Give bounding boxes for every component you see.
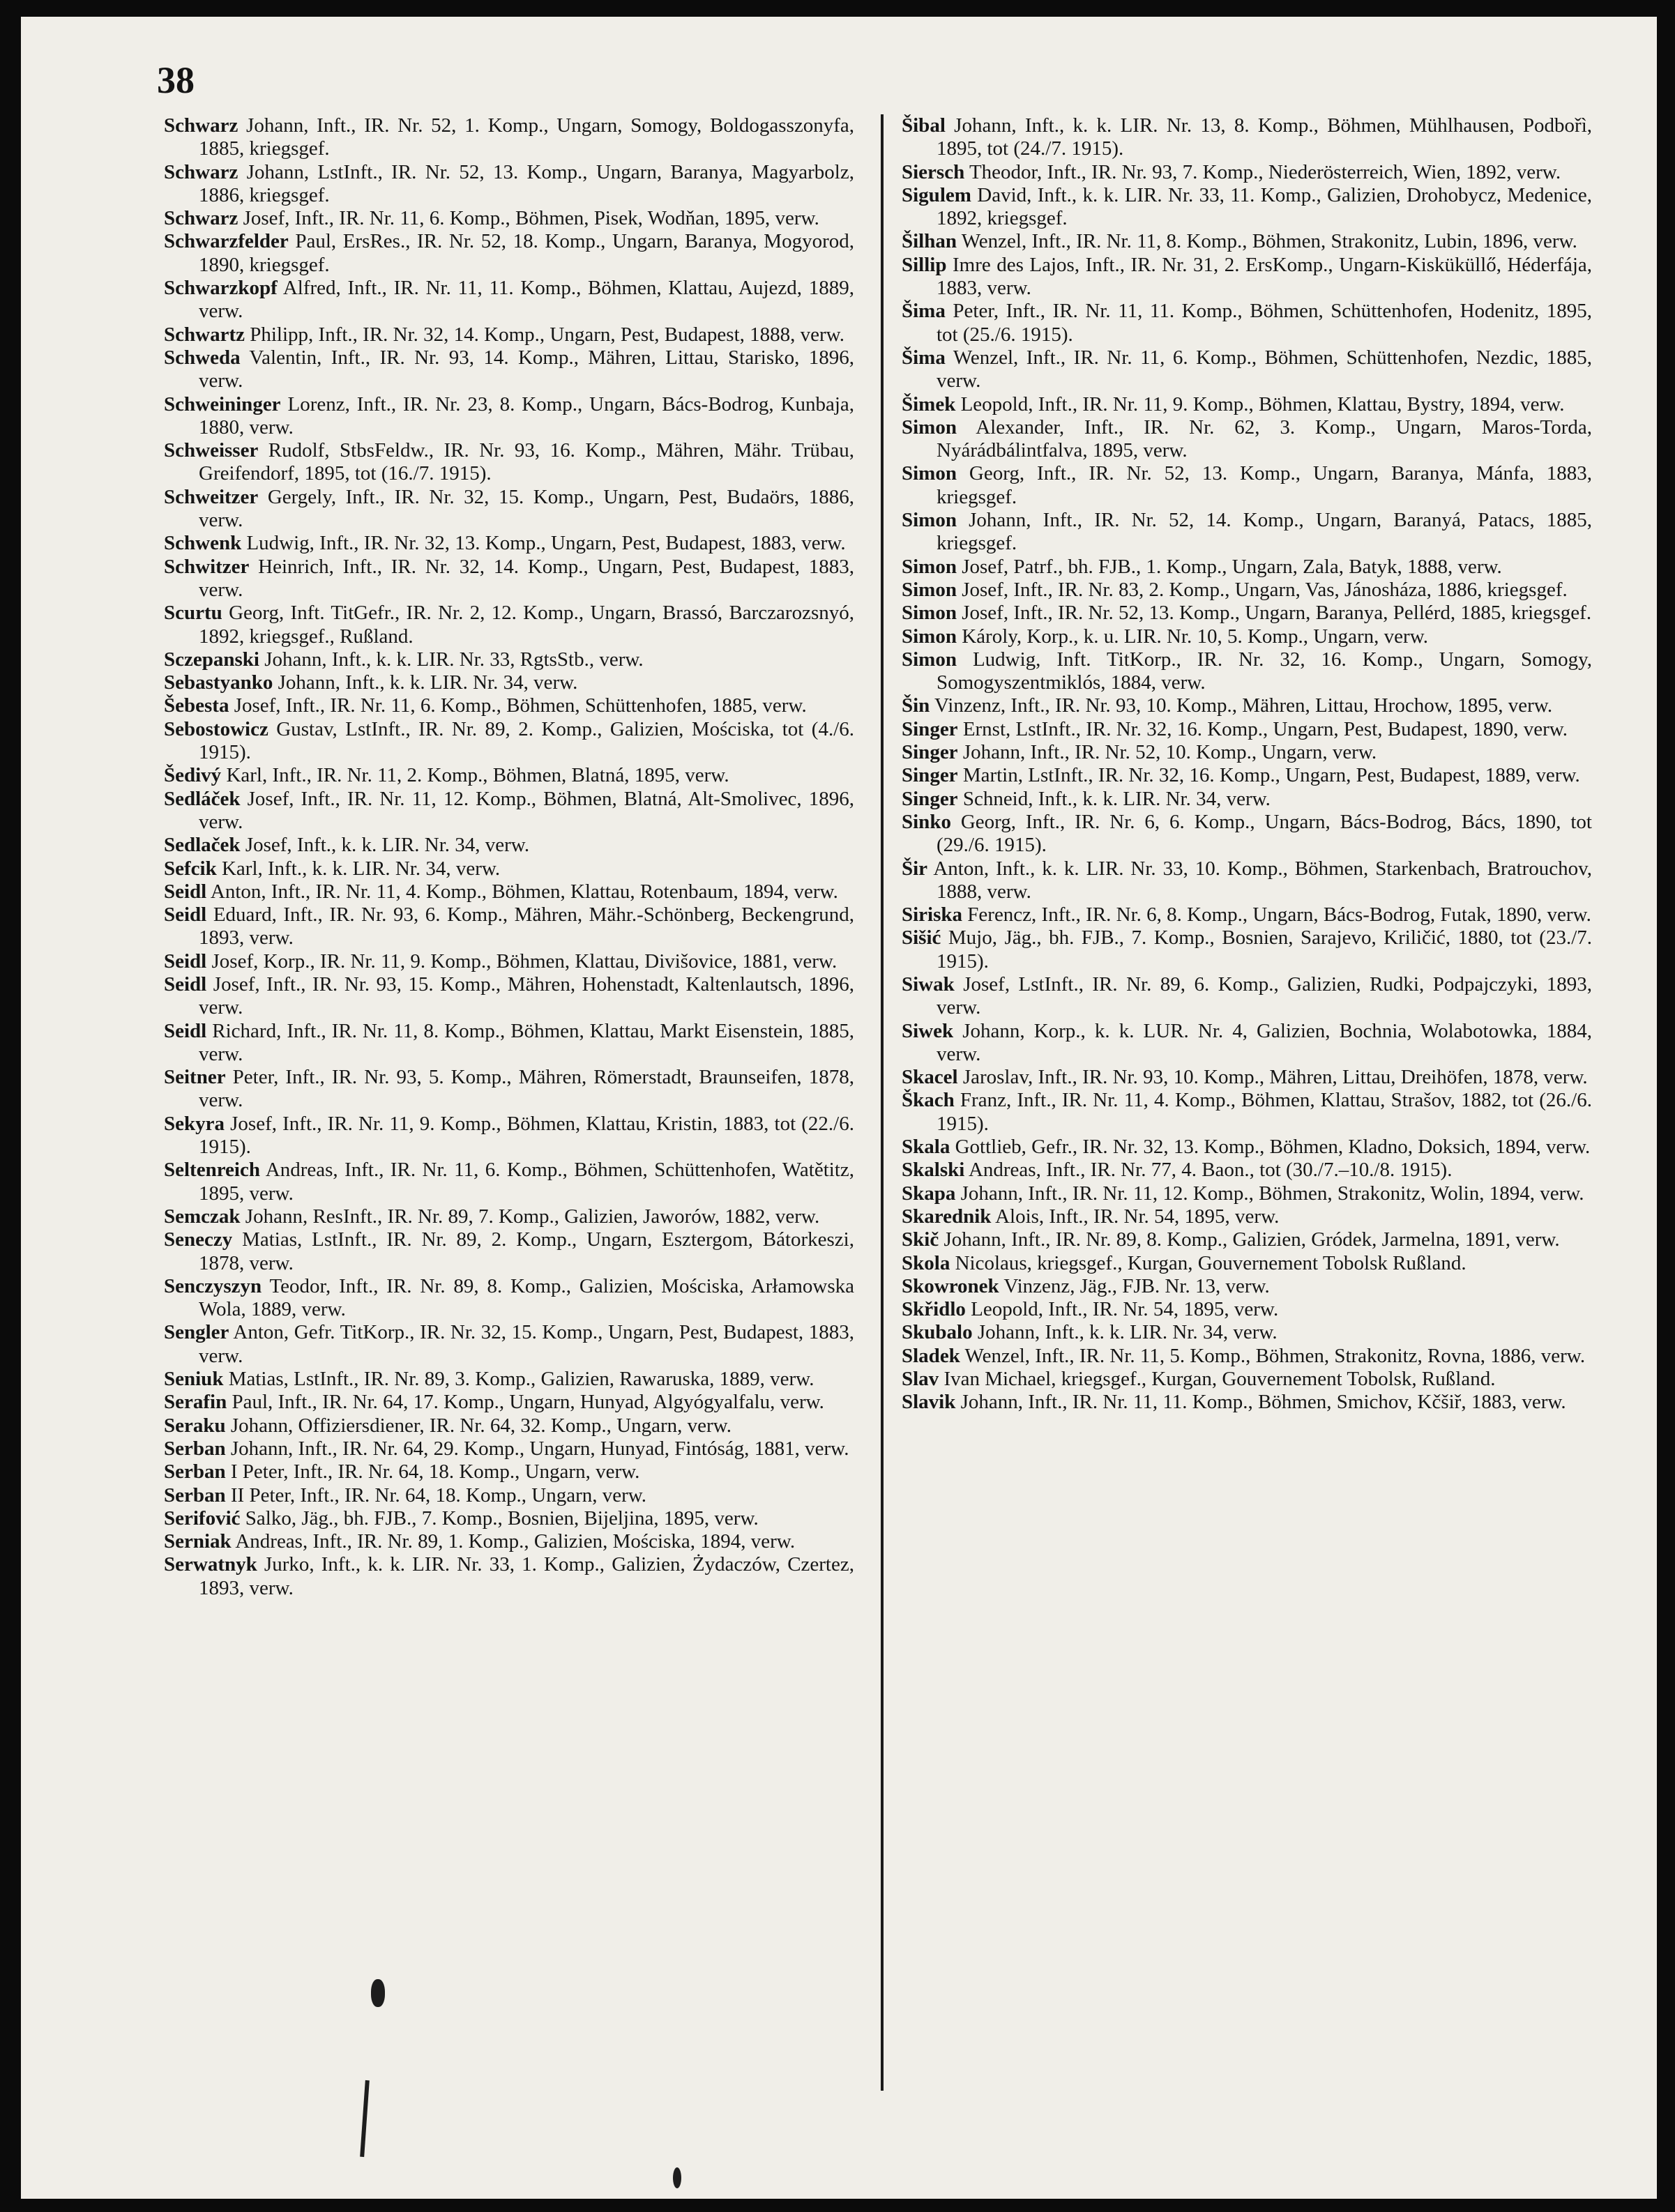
entry-surname: Serafin (164, 1391, 227, 1414)
entry-surname: Serban (164, 1483, 226, 1507)
entry-surname: Schweininger (164, 392, 281, 415)
list-item (902, 1368, 1592, 1391)
list-item (164, 1275, 854, 1322)
list-item (902, 857, 1592, 904)
entry-surname: Simon (902, 555, 957, 578)
page-number: 38 (157, 59, 195, 101)
right-column (902, 114, 1592, 1414)
list-item (164, 764, 854, 787)
entry-details: Josef, Inft., IR. Nr. 11, 6. Komp., Böhmen, Schüttenhofen, 1885, verw. (229, 694, 807, 717)
entry-surname: Sefcik (164, 857, 217, 880)
entry-details: Josef, LstInft., IR. Nr. 89, 6. Komp., Galizien, Rudki, Podpajczyki, 1893, verw. (937, 972, 1592, 1019)
entry-details: Alois, Inft., IR. Nr. 54, 1895, verw. (991, 1205, 1280, 1228)
entry-surname: Seniuk (164, 1368, 224, 1391)
entry-details: Imre des Lajos, Inft., IR. Nr. 31, 2. ErsKomp., Ungarn-Kisküküllő, Héderfája, 1883, verw. (937, 253, 1592, 300)
entry-surname: Skarednik (902, 1205, 992, 1228)
entry-details: Vinzenz, Jäg., FJB. Nr. 13, verw. (999, 1274, 1270, 1297)
entry-details: Franz, Inft., IR. Nr. 11, 4. Komp., Böhmen, Klattau, Strašov, 1882, tot (26./6. 1915). (937, 1089, 1592, 1135)
entry-details: David, Inft., k. k. LIR. Nr. 33, 11. Komp., Galizien, Drohobycz, Medenice, 1892, kriegsgef. (937, 183, 1592, 230)
entry-surname: Slav (902, 1368, 939, 1391)
entry-details: Johann, Inft., IR. Nr. 89, 8. Komp., Galizien, Gródek, Jarmelna, 1891, verw. (939, 1228, 1560, 1251)
list-item (902, 462, 1592, 509)
list-item (902, 1066, 1592, 1089)
entry-details: Paul, ErsRes., IR. Nr. 52, 18. Komp., Ungarn, Baranya, Mogyorod, 1890, kriegsgef. (199, 230, 854, 276)
entry-surname: Šimek (902, 392, 956, 415)
entry-details: Peter, Inft., IR. Nr. 11, 11. Komp., Böhmen, Schüttenhofen, Hodenitz, 1895, tot (25./6. 1915). (937, 300, 1592, 346)
list-item (902, 602, 1592, 625)
entry-surname: Šilhan (902, 230, 957, 253)
left-column (164, 114, 854, 1600)
list-item (164, 1159, 854, 1205)
list-item (902, 1298, 1592, 1321)
entry-details: Theodor, Inft., IR. Nr. 93, 7. Komp., Niederösterreich, Wien, 1892, verw. (964, 160, 1561, 183)
entry-details: Alfred, Inft., IR. Nr. 11, 11. Komp., Böhmen, Klattau, Aujezd, 1889, verw. (199, 277, 854, 323)
entry-details: II Peter, Inft., IR. Nr. 64, 18. Komp., Ungarn, verw. (225, 1483, 647, 1507)
entry-details: Wenzel, Inft., IR. Nr. 11, 5. Komp., Böhmen, Strakonitz, Rovna, 1886, verw. (960, 1344, 1586, 1367)
list-item (164, 671, 854, 694)
entry-details: Johann, Inft., IR. Nr. 52, 10. Komp., Ungarn, verw. (957, 741, 1377, 764)
entry-surname: Sigulem (902, 183, 971, 206)
list-item (902, 254, 1592, 300)
list-item (164, 1205, 854, 1228)
entry-surname: Singer (902, 787, 958, 810)
entry-surname: Sebostowicz (164, 717, 268, 740)
list-item (164, 1228, 854, 1275)
entry-surname: Schwarz (164, 207, 238, 230)
entry-surname: Seidl (164, 1019, 207, 1042)
entry-surname: Simon (902, 648, 957, 671)
entry-surname: Schwarz (164, 114, 238, 137)
entry-surname: Simon (902, 578, 957, 601)
list-item (902, 579, 1592, 602)
entry-details: Georg, Inft., IR. Nr. 52, 13. Komp., Ungarn, Baranya, Mánfa, 1883, kriegsgef. (937, 462, 1592, 508)
entry-details: Jaroslav, Inft., IR. Nr. 93, 10. Komp., Mähren, Littau, Dreihöfen, 1878, verw. (957, 1066, 1588, 1089)
entry-surname: Seitner (164, 1066, 226, 1089)
entry-details: Paul, Inft., IR. Nr. 64, 17. Komp., Ungarn, Hunyad, Algyógyalfalu, verw. (227, 1391, 824, 1414)
list-item (902, 1345, 1592, 1368)
entry-surname: Schweda (164, 346, 241, 369)
entry-details: Anton, Inft., k. k. LIR. Nr. 33, 10. Komp., Böhmen, Starkenbach, Bratrouchov, 1888, verw. (927, 857, 1592, 903)
entry-surname: Singer (902, 717, 958, 740)
entry-details: Valentin, Inft., IR. Nr. 93, 14. Komp., Mähren, Littau, Starisko, 1896, verw. (199, 346, 854, 392)
list-item (902, 788, 1592, 811)
entry-surname: Seidl (164, 880, 207, 903)
entry-details: Andreas, Inft., IR. Nr. 89, 1. Komp., Galizien, Mościska, 1894, verw. (231, 1530, 796, 1553)
list-item (164, 1437, 854, 1460)
entry-surname: Skacel (902, 1066, 958, 1089)
list-item (902, 694, 1592, 717)
entry-details: Johann, Inft., IR. Nr. 64, 29. Komp., Ungarn, Hunyad, Fintóság, 1881, verw. (225, 1437, 849, 1460)
entry-details: Martin, LstInft., IR. Nr. 32, 16. Komp., Ungarn, Pest, Budapest, 1889, verw. (957, 764, 1580, 787)
list-item (164, 323, 854, 346)
entry-details: Wenzel, Inft., IR. Nr. 11, 6. Komp., Böhmen, Schüttenhofen, Nezdic, 1885, verw. (937, 346, 1592, 392)
list-item (902, 1182, 1592, 1205)
entry-surname: Slavik (902, 1391, 956, 1414)
list-item (164, 393, 854, 440)
list-item (164, 973, 854, 1020)
list-item (902, 1136, 1592, 1159)
list-item (902, 1228, 1592, 1251)
entry-details: Josef, Korp., IR. Nr. 11, 9. Komp., Böhmen, Klattau, Divišovice, 1881, verw. (206, 949, 837, 972)
entry-details: Gergely, Inft., IR. Nr. 32, 15. Komp., Ungarn, Pest, Budaörs, 1886, verw. (199, 485, 854, 532)
entry-surname: Serban (164, 1460, 226, 1483)
list-item (902, 1275, 1592, 1298)
list-item (164, 277, 854, 323)
entry-surname: Skowronek (902, 1274, 999, 1297)
entry-surname: Skola (902, 1251, 950, 1274)
list-item (902, 764, 1592, 787)
entry-details: Johann, Inft., k. k. LIR. Nr. 34, verw. (972, 1321, 1278, 1344)
list-item (164, 1414, 854, 1437)
entry-details: Lorenz, Inft., IR. Nr. 23, 8. Komp., Ungarn, Bács-Bodrog, Kunbaja, 1880, verw. (199, 392, 854, 438)
list-item (164, 1553, 854, 1600)
entry-surname: Šir (902, 857, 928, 880)
entry-details: Matias, LstInft., IR. Nr. 89, 3. Komp., Galizien, Rawaruska, 1889, verw. (223, 1368, 814, 1391)
entry-surname: Schwarzfelder (164, 230, 289, 253)
entry-surname: Schwartz (164, 323, 245, 346)
entry-surname: Serwatnyk (164, 1553, 257, 1576)
list-item (902, 1205, 1592, 1228)
entry-details: Eduard, Inft., IR. Nr. 93, 6. Komp., Mähren, Mähr.-Schönberg, Beckengrund, 1893, verw. (199, 903, 854, 949)
list-item (902, 741, 1592, 764)
entry-details: Leopold, Inft., IR. Nr. 54, 1895, verw. (965, 1298, 1279, 1321)
document-page (21, 17, 1657, 2199)
entry-surname: Senczyszyn (164, 1274, 262, 1297)
entry-details: Nicolaus, kriegsgef., Kurgan, Gouvernement Tobolsk Rußland. (950, 1251, 1466, 1274)
list-item (164, 1066, 854, 1113)
entry-surname: Schwenk (164, 532, 242, 555)
list-item (902, 184, 1592, 231)
entry-surname: Singer (902, 764, 958, 787)
list-item (902, 1089, 1592, 1136)
list-item (902, 973, 1592, 1020)
entry-surname: Seraku (164, 1414, 226, 1437)
entry-surname: Škach (902, 1089, 955, 1112)
entry-details: Ferencz, Inft., IR. Nr. 6, 8. Komp., Ungarn, Bács-Bodrog, Futak, 1890, verw. (962, 903, 1591, 926)
entry-details: Gustav, LstInft., IR. Nr. 89, 2. Komp., Galizien, Mościska, tot (4./6. 1915). (199, 717, 854, 764)
entry-surname: Sillip (902, 253, 947, 276)
entry-surname: Sišić (902, 926, 941, 949)
entry-details: Teodor, Inft., IR. Nr. 89, 8. Komp., Galizien, Mościska, Arłamowska Wola, 1889, verw. (199, 1274, 854, 1321)
entry-surname: Schwitzer (164, 555, 250, 578)
entry-surname: Singer (902, 741, 958, 764)
entry-surname: Serifović (164, 1507, 241, 1530)
list-item (902, 648, 1592, 695)
entry-details: Georg, Inft. TitGefr., IR. Nr. 2, 12. Komp., Ungarn, Brassó, Barczarozsnyó, 1892, kriegsgef., Rußland. (199, 602, 854, 648)
entry-surname: Šin (902, 694, 930, 717)
entry-surname: Schwarzkopf (164, 277, 278, 300)
list-item (902, 346, 1592, 393)
entry-surname: Schwarz (164, 160, 238, 183)
entry-surname: Simon (902, 625, 957, 648)
entry-surname: Skala (902, 1136, 950, 1159)
entry-details: Johann, ResInft., IR. Nr. 89, 7. Komp., Galizien, Jaworów, 1882, verw. (240, 1205, 820, 1228)
list-item (164, 114, 854, 161)
entry-surname: Šima (902, 346, 946, 369)
list-item (164, 346, 854, 393)
list-item (164, 880, 854, 903)
entry-details: Johann, Inft., IR. Nr. 52, 1. Komp., Ungarn, Somogy, Boldogasszonyfa, 1885, kriegsgef. (199, 114, 854, 160)
list-item (164, 857, 854, 880)
list-item (902, 556, 1592, 579)
list-item (164, 1530, 854, 1553)
entry-surname: Siersch (902, 160, 965, 183)
entry-surname: Sczepanski (164, 648, 259, 671)
entry-details: Johann, Inft., k. k. LIR. Nr. 13, 8. Komp., Böhmen, Mühlhausen, Podbořì, 1895, tot (24./7. 1915). (937, 114, 1592, 160)
list-item (902, 1252, 1592, 1275)
entry-surname: Simon (902, 462, 957, 485)
entry-surname: Sinko (902, 810, 951, 833)
list-item (902, 393, 1592, 416)
entry-surname: Šedivý (164, 764, 222, 787)
ink-blot (371, 1979, 385, 2007)
list-item (164, 1368, 854, 1391)
entry-surname: Siwak (902, 972, 955, 996)
entry-details: Leopold, Inft., IR. Nr. 11, 9. Komp., Böhmen, Klattau, Bystry, 1894, verw. (955, 392, 1565, 415)
list-item (164, 694, 854, 717)
list-item (164, 556, 854, 602)
entry-details: Andreas, Inft., IR. Nr. 11, 6. Komp., Böhmen, Schüttenhofen, Watětitz, 1895, verw. (199, 1159, 854, 1205)
list-item (164, 230, 854, 277)
list-item (164, 439, 854, 486)
list-item (164, 532, 854, 555)
entry-details: Gottlieb, Gefr., IR. Nr. 32, 13. Komp., Böhmen, Kladno, Doksich, 1894, verw. (950, 1136, 1591, 1159)
entry-surname: Seidl (164, 903, 207, 926)
entry-surname: Skalski (902, 1159, 965, 1182)
list-item (902, 903, 1592, 926)
list-item (164, 718, 854, 765)
entry-details: Alexander, Inft., IR. Nr. 62, 3. Komp., Ungarn, Maros-Torda, Nyárádbálintfalva, 1895, verw. (937, 415, 1592, 462)
entry-surname: Skapa (902, 1182, 956, 1205)
entry-details: Jurko, Inft., k. k. LIR. Nr. 33, 1. Komp., Galizien, Żydaczów, Czertez, 1893, verw. (199, 1553, 854, 1599)
ink-blot (673, 2167, 681, 2188)
entry-details: Schneid, Inft., k. k. LIR. Nr. 34, verw. (957, 787, 1271, 810)
entry-surname: Simon (902, 509, 957, 532)
entry-surname: Šima (902, 300, 946, 323)
list-item (164, 1460, 854, 1483)
entry-details: Johann, Korp., k. k. LUR. Nr. 4, Galizien, Bochnia, Wolabotowka, 1884, verw. (937, 1019, 1592, 1065)
entry-surname: Schweisser (164, 439, 259, 462)
entry-surname: Šebesta (164, 694, 229, 717)
entry-details: Heinrich, Inft., IR. Nr. 32, 14. Komp., Ungarn, Pest, Budapest, 1883, verw. (199, 555, 854, 601)
entry-details: Josef, Inft., IR. Nr. 11, 6. Komp., Böhmen, Pisek, Wodňan, 1895, verw. (238, 207, 819, 230)
entry-surname: Simon (902, 415, 957, 438)
entry-surname: Semczak (164, 1205, 241, 1228)
entry-details: Johann, LstInft., IR. Nr. 52, 13. Komp., Ungarn, Baranya, Magyarbolz, 1886, kriegsgef. (199, 160, 854, 206)
entry-details: Matias, LstInft., IR. Nr. 89, 2. Komp., Ungarn, Esztergom, Bátorkeszi, 1878, verw. (199, 1228, 854, 1274)
entry-details: Anton, Gefr. TitKorp., IR. Nr. 32, 15. Komp., Ungarn, Pest, Budapest, 1883, verw. (199, 1321, 854, 1367)
list-item (902, 1321, 1592, 1344)
entry-details: Ernst, LstInft., IR. Nr. 32, 16. Komp., Ungarn, Pest, Budapest, 1890, verw. (957, 717, 1568, 740)
list-item (164, 207, 854, 230)
list-item (164, 950, 854, 973)
entry-details: Anton, Inft., IR. Nr. 11, 4. Komp., Böhmen, Klattau, Rotenbaum, 1894, verw. (206, 880, 838, 903)
entry-details: Johann, Inft., IR. Nr. 11, 12. Komp., Böhmen, Strakonitz, Wolin, 1894, verw. (955, 1182, 1584, 1205)
list-item (902, 114, 1592, 161)
entry-details: Mujo, Jäg., bh. FJB., 7. Komp., Bosnien, Sarajevo, Kriličić, 1880, tot (23./7. 1915). (937, 926, 1592, 972)
entry-surname: Skič (902, 1228, 939, 1251)
list-item (164, 788, 854, 834)
entry-surname: Sengler (164, 1321, 229, 1344)
entry-surname: Siwek (902, 1019, 954, 1042)
entry-details: Ludwig, Inft., IR. Nr. 32, 13. Komp., Ungarn, Pest, Budapest, 1883, verw. (241, 532, 846, 555)
entry-surname: Serniak (164, 1530, 232, 1553)
entry-details: Johann, Inft., k. k. LIR. Nr. 34, verw. (273, 671, 578, 694)
entry-surname: Schweitzer (164, 485, 259, 508)
entry-surname: Seidl (164, 972, 207, 996)
entry-surname: Sedlaček (164, 834, 241, 857)
list-item (902, 718, 1592, 741)
list-item (902, 1159, 1592, 1182)
entry-surname: Seltenreich (164, 1159, 260, 1182)
entry-details: Georg, Inft., IR. Nr. 6, 6. Komp., Ungarn, Bács-Bodrog, Bács, 1890, tot (29./6. 1915). (937, 810, 1592, 857)
entry-surname: Sekyra (164, 1112, 225, 1135)
list-item (164, 903, 854, 950)
list-item (902, 625, 1592, 648)
list-item (902, 926, 1592, 973)
list-item (902, 161, 1592, 184)
list-item (902, 1391, 1592, 1414)
list-item (164, 648, 854, 671)
entry-surname: Serban (164, 1437, 226, 1460)
list-item (164, 1113, 854, 1159)
list-item (164, 1484, 854, 1507)
list-item (902, 416, 1592, 463)
list-item (902, 1020, 1592, 1067)
entry-surname: Sladek (902, 1344, 960, 1367)
entry-details: Salko, Jäg., bh. FJB., 7. Komp., Bosnien, Bijeljina, 1895, verw. (240, 1507, 759, 1530)
list-item (164, 834, 854, 857)
entry-details: Philipp, Inft., IR. Nr. 32, 14. Komp., Ungarn, Pest, Budapest, 1888, verw. (244, 323, 844, 346)
entry-details: Josef, Inft., IR. Nr. 93, 15. Komp., Mähren, Hohenstadt, Kaltenlautsch, 1896, verw. (199, 972, 854, 1019)
list-item (902, 300, 1592, 346)
list-item (902, 509, 1592, 556)
entry-details: Josef, Patrf., bh. FJB., 1. Komp., Ungarn, Zala, Batyk, 1888, verw. (956, 555, 1502, 578)
list-item (164, 1391, 854, 1414)
ink-stroke (360, 2080, 370, 2157)
entry-surname: Sedláček (164, 787, 241, 810)
entry-details: Karl, Inft., k. k. LIR. Nr. 34, verw. (216, 857, 501, 880)
entry-details: Josef, Inft., IR. Nr. 52, 13. Komp., Ungarn, Baranya, Pellérd, 1885, kriegsgef. (956, 602, 1592, 625)
entry-surname: Siriska (902, 903, 963, 926)
entry-surname: Skubalo (902, 1321, 973, 1344)
list-item (164, 1507, 854, 1530)
list-item (164, 1020, 854, 1067)
list-item (164, 486, 854, 533)
list-item (902, 230, 1592, 253)
entry-details: Johann, Offiziersdiener, IR. Nr. 64, 32. Komp., Ungarn, verw. (225, 1414, 732, 1437)
entry-details: Vinzenz, Inft., IR. Nr. 93, 10. Komp., Mähren, Littau, Hrochow, 1895, verw. (930, 694, 1553, 717)
entry-details: Josef, Inft., k. k. LIR. Nr. 34, verw. (240, 834, 530, 857)
entry-details: Andreas, Inft., IR. Nr. 77, 4. Baon., tot (30./7.–10./8. 1915). (964, 1159, 1453, 1182)
entry-surname: Seidl (164, 949, 207, 972)
entry-details: Ivan Michael, kriegsgef., Kurgan, Gouvernement Tobolsk, Rußland. (939, 1368, 1496, 1391)
entry-surname: Skřidlo (902, 1298, 966, 1321)
entry-surname: Šibal (902, 114, 946, 137)
entry-details: Josef, Inft., IR. Nr. 11, 12. Komp., Böhmen, Blatná, Alt-Smolivec, 1896, verw. (199, 787, 854, 833)
entry-details: Josef, Inft., IR. Nr. 83, 2. Komp., Ungarn, Vas, Jánosháza, 1886, kriegsgef. (956, 578, 1568, 601)
entry-surname: Seneczy (164, 1228, 233, 1251)
entry-details: Josef, Inft., IR. Nr. 11, 9. Komp., Böhmen, Klattau, Kristin, 1883, tot (22./6. 1915). (199, 1112, 854, 1159)
entry-details: Karl, Inft., IR. Nr. 11, 2. Komp., Böhmen, Blatná, 1895, verw. (221, 764, 729, 787)
entry-surname: Sebastyanko (164, 671, 273, 694)
entry-surname: Simon (902, 602, 957, 625)
entry-details: Wenzel, Inft., IR. Nr. 11, 8. Komp., Böhmen, Strakonitz, Lubin, 1896, verw. (957, 230, 1577, 253)
entry-details: I Peter, Inft., IR. Nr. 64, 18. Komp., Ungarn, verw. (225, 1460, 640, 1483)
list-item (164, 1321, 854, 1368)
entry-surname: Scurtu (164, 602, 222, 625)
entry-details: Johann, Inft., IR. Nr. 11, 11. Komp., Böhmen, Smichov, Kčšiř, 1883, verw. (955, 1391, 1566, 1414)
list-item (164, 602, 854, 648)
column-divider (881, 114, 884, 2091)
entry-details: Johann, Inft., IR. Nr. 52, 14. Komp., Ungarn, Baranyá, Patacs, 1885, kriegsgef. (937, 509, 1592, 555)
entry-details: Ludwig, Inft. TitKorp., IR. Nr. 32, 16. Komp., Ungarn, Somogy, Somogyszentmiklós, 1884, verw. (937, 648, 1592, 694)
entry-details: Johann, Inft., k. k. LIR. Nr. 33, RgtsStb., verw. (259, 648, 644, 671)
list-item (902, 811, 1592, 857)
entry-details: Richard, Inft., IR. Nr. 11, 8. Komp., Böhmen, Klattau, Markt Eisenstein, 1885, verw. (199, 1019, 854, 1065)
entry-details: Peter, Inft., IR. Nr. 93, 5. Komp., Mähren, Römerstadt, Braunseifen, 1878, verw. (199, 1066, 854, 1112)
entry-details: Károly, Korp., k. u. LIR. Nr. 10, 5. Komp., Ungarn, verw. (956, 625, 1429, 648)
list-item (164, 161, 854, 208)
entry-details: Rudolf, StbsFeldw., IR. Nr. 93, 16. Komp., Mähren, Mähr. Trübau, Greifendorf, 1895, tot (16./7. 1915). (199, 439, 854, 485)
